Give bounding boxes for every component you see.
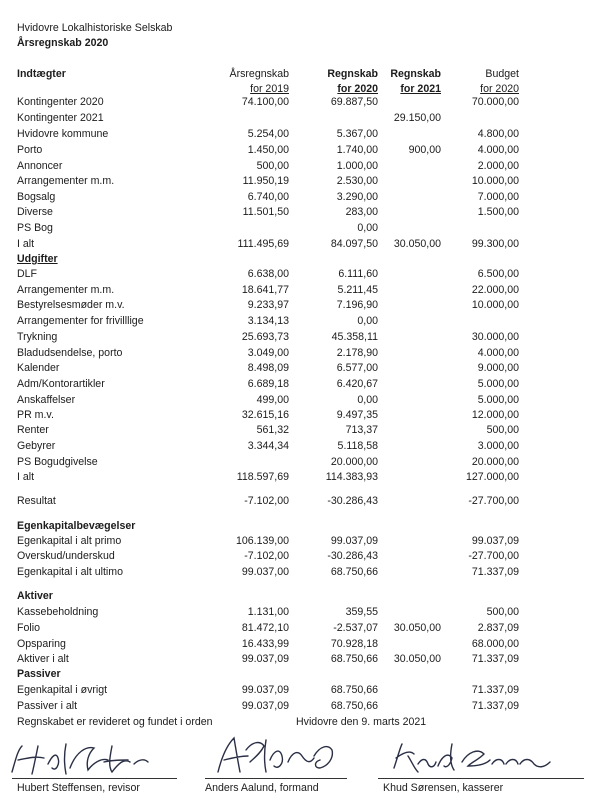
cell-budget-2020: 1.500,00 [477,206,519,218]
row-label: Annoncer [17,160,63,172]
signature-line-2 [205,778,347,779]
cell-budget-2020: 2.837,09 [477,622,519,634]
col-header-budget-line1: Budget [485,68,519,80]
cell-budget-2020: 71.337,09 [471,566,519,578]
cell-value-2019: 99.037,09 [241,653,289,665]
cell-value-2019: 561,32 [256,424,289,436]
cell-budget-2020: 99.037,09 [471,535,519,547]
cell-value-2019: 25.693,73 [241,331,289,343]
cell-value-2020: 69.887,50 [330,96,378,108]
cell-value-2019: 99.037,00 [241,566,289,578]
cell-budget-2020: 68.000,00 [471,638,519,650]
cell-value-2020: 283,00 [345,206,378,218]
row-label: Arrangementer m.m. [17,175,115,187]
row-label: Trykning [17,331,58,343]
row-label: Aktiver [17,590,53,602]
cell-budget-2020: 12.000,00 [471,409,519,421]
cell-value-2021: 900,00 [408,144,441,156]
row-label: Kontingenter 2020 [17,96,104,108]
row-label: Egenkapitalbevægelser [17,520,136,532]
cell-value-2019: 74.100,00 [241,96,289,108]
row-label: Egenkapital i alt ultimo [17,566,123,578]
row-label: Hvidovre kommune [17,128,109,140]
place-and-date: Hvidovre den 9. marts 2021 [296,716,427,728]
cell-value-2021: 30.050,00 [393,238,441,250]
row-label: Kontingenter 2021 [17,112,104,124]
row-label: Anskaffelser [17,394,76,406]
row-label: Renter [17,424,49,436]
cell-budget-2020: 4.000,00 [477,144,519,156]
row-label: Porto [17,144,43,156]
cell-budget-2020: 2.000,00 [477,160,519,172]
document-title: Årsregnskab 2020 [17,37,109,49]
cell-budget-2020: 22.000,00 [471,284,519,296]
cell-value-2021: 30.050,00 [393,622,441,634]
col-header-2019-line2: for 2019 [250,83,289,95]
cell-value-2020: 84.097,50 [330,238,378,250]
cell-value-2019: 18.641,77 [241,284,289,296]
cell-value-2020: 20.000,00 [330,456,378,468]
cell-value-2020: -30.286,43 [327,495,378,507]
cell-value-2019: 81.472,10 [241,622,289,634]
cell-value-2020: 68.750,66 [330,566,378,578]
row-label: Passiver [17,668,61,680]
cell-value-2019: 5.254,00 [247,128,289,140]
row-label: PR m.v. [17,409,54,421]
row-label: Folio [17,622,40,634]
cell-budget-2020: -27.700,00 [468,495,519,507]
signature-line-1 [12,778,177,779]
row-label: Bogsalg [17,191,56,203]
cell-budget-2020: 71.337,09 [471,653,519,665]
cell-value-2020: 2.178,90 [336,347,378,359]
cell-value-2020: -2.537,07 [333,622,378,634]
cell-value-2019: 99.037,09 [241,684,289,696]
col-header-2019-line1: Årsregnskab [229,68,289,80]
cell-value-2019: 1.450,00 [247,144,289,156]
cell-budget-2020: 5.000,00 [477,394,519,406]
cell-value-2020: 6.420,67 [336,378,378,390]
cell-value-2019: 99.037,09 [241,700,289,712]
cell-value-2019: 500,00 [256,160,289,172]
cell-value-2019: 8.498,09 [247,362,289,374]
row-label: Gebyrer [17,440,56,452]
row-label: DLF [17,268,38,280]
cell-value-2020: 68.750,66 [330,653,378,665]
cell-budget-2020: 71.337,09 [471,684,519,696]
row-label: Egenkapital i alt primo [17,535,122,547]
cell-budget-2020: 6.500,00 [477,268,519,280]
cell-value-2020: 7.196,90 [336,299,378,311]
cell-value-2019: 1.131,00 [247,606,289,618]
cell-value-2020: 2.530,00 [336,175,378,187]
cell-value-2019: 32.615,16 [241,409,289,421]
cell-value-2020: 1.740,00 [336,144,378,156]
cell-budget-2020: 10.000,00 [471,299,519,311]
cell-value-2020: 0,00 [357,394,378,406]
signature-name-kasserer: Khud Sørensen, kasserer [383,782,504,794]
row-label: Egenkapital i øvrigt [17,684,108,696]
cell-value-2020: 0,00 [357,222,378,234]
audit-statement: Regnskabet er revideret og fundet i orden [17,716,213,728]
cell-value-2019: 6.740,00 [247,191,289,203]
row-label: I alt [17,238,35,250]
row-label: Opsparing [17,638,66,650]
row-label: Overskud/underskud [17,550,115,562]
signature-name-formand: Anders Aalund, formand [205,782,319,794]
cell-value-2019: 11.501,50 [242,206,289,218]
cell-value-2019: 6.638,00 [247,268,289,280]
row-label: Bladudsendelse, porto [17,347,123,359]
col-header-2021-line2: for 2021 [400,83,441,95]
cell-value-2020: 68.750,66 [330,684,378,696]
cell-value-2020: -30.286,43 [327,550,378,562]
cell-value-2019: 118.597,69 [236,471,289,483]
cell-budget-2020: 10.000,00 [471,175,519,187]
cell-value-2020: 5.367,00 [336,128,378,140]
cell-budget-2020: 71.337,09 [471,700,519,712]
cell-value-2019: 9.233,97 [247,299,289,311]
col-header-2020-line2: for 2020 [337,83,378,95]
signature-hubert-steffensen [8,738,178,780]
cell-value-2021: 30.050,00 [393,653,441,665]
cell-value-2021: 29.150,00 [393,112,441,124]
cell-value-2019: 16.433,99 [241,638,289,650]
row-label: PS Bog [17,222,53,234]
cell-value-2020: 45.358,11 [331,331,378,343]
cell-value-2019: 3.134,13 [247,315,289,327]
organization-name: Hvidovre Lokalhistoriske Selskab [17,22,173,34]
row-label: Aktiver i alt [17,653,69,665]
cell-value-2020: 70.928,18 [330,638,378,650]
cell-budget-2020: 127.000,00 [465,471,519,483]
cell-value-2020: 6.111,60 [338,268,378,280]
cell-value-2020: 713,37 [345,424,378,436]
cell-budget-2020: 99.300,00 [471,238,519,250]
signature-line-3 [378,778,584,779]
row-label: Arrangementer m.m. [17,284,115,296]
cell-budget-2020: 500,00 [486,606,519,618]
row-label: PS Bogudgivelse [17,456,98,468]
cell-budget-2020: 5.000,00 [477,378,519,390]
cell-budget-2020: 4.800,00 [477,128,519,140]
row-label: Kassebeholdning [17,606,99,618]
row-label: Passiver i alt [17,700,78,712]
cell-value-2020: 3.290,00 [336,191,378,203]
signature-khud-sorensen [388,738,558,778]
col-header-budget-line2: for 2020 [480,83,519,95]
cell-value-2020: 1.000,00 [336,160,378,172]
row-label: Udgifter [17,253,58,265]
cell-value-2020: 359,55 [345,606,378,618]
cell-value-2019: -7.102,00 [244,495,289,507]
cell-budget-2020: -27.700,00 [468,550,519,562]
cell-value-2020: 9.497,35 [336,409,378,421]
cell-value-2020: 114.383,93 [325,471,378,483]
cell-budget-2020: 20.000,00 [471,456,519,468]
cell-budget-2020: 9.000,00 [477,362,519,374]
cell-budget-2020: 500,00 [486,424,519,436]
row-label: Diverse [17,206,53,218]
cell-value-2019: 499,00 [256,394,289,406]
cell-value-2019: 106.139,00 [235,535,289,547]
cell-value-2019: 3.344,34 [247,440,289,452]
row-label: Arrangementer for frivilllige [17,315,144,327]
row-label: I alt [17,471,35,483]
cell-value-2020: 68.750,66 [330,700,378,712]
cell-value-2020: 5.211,45 [337,284,378,296]
cell-value-2019: 6.689,18 [247,378,289,390]
cell-value-2019: 3.049,00 [247,347,289,359]
cell-value-2020: 99.037,09 [330,535,378,547]
cell-value-2019: 11.950,19 [242,175,289,187]
cell-budget-2020: 4.000,00 [477,347,519,359]
row-label: Kalender [17,362,60,374]
cell-value-2019: -7.102,00 [244,550,289,562]
cell-budget-2020: 30.000,00 [471,331,519,343]
cell-value-2020: 5.118,58 [337,440,378,452]
income-section-heading: Indtægter [17,68,66,80]
cell-value-2020: 0,00 [357,315,378,327]
cell-value-2020: 6.577,00 [336,362,378,374]
signature-name-revisor: Hubert Steffensen, revisor [17,782,140,794]
col-header-2020-line1: Regnskab [327,68,378,80]
row-label: Bestyrelsesmøder m.v. [17,299,125,311]
cell-budget-2020: 70.000,00 [471,96,519,108]
cell-budget-2020: 7.000,00 [477,191,519,203]
cell-value-2019: 111.495,69 [237,238,289,250]
row-label: Adm/Kontorartikler [17,378,105,390]
signature-anders-aalund [210,732,350,778]
col-header-2021-line1: Regnskab [390,68,441,80]
cell-budget-2020: 3.000,00 [477,440,519,452]
row-label: Resultat [17,495,56,507]
